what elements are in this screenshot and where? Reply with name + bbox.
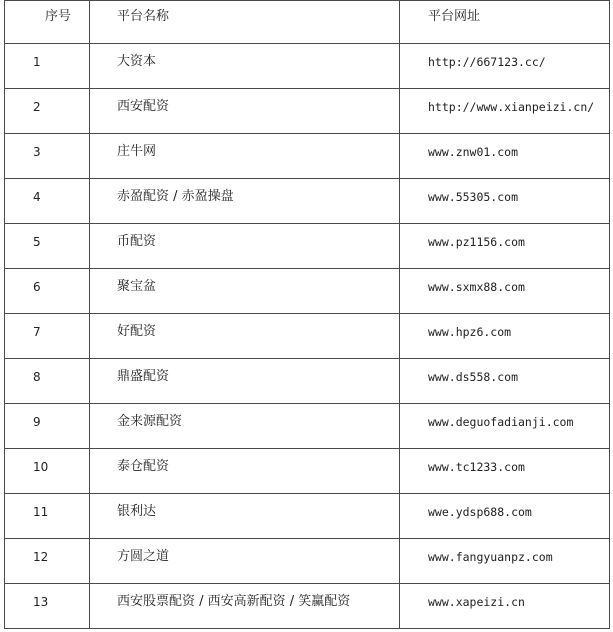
- table-row: [5, 44, 610, 89]
- row-num: 4: [5, 179, 90, 224]
- table-row: [5, 314, 610, 359]
- row-name: 西安股票配资 / 西安高新配资 / 笑赢配资: [90, 584, 400, 629]
- row-num: 7: [5, 314, 90, 359]
- row-url: http://www.xianpeizi.cn/: [400, 89, 610, 134]
- row-num: 12: [5, 539, 90, 584]
- row-num: 2: [5, 89, 90, 134]
- row-url: www.hpz6.com: [400, 314, 610, 359]
- row-url: http://667123.cc/: [400, 44, 610, 89]
- row-url: www.fangyuanpz.com: [400, 539, 610, 584]
- table-row: [5, 584, 610, 629]
- row-name: 西安配资: [90, 89, 400, 134]
- row-name: 泰仓配资: [90, 449, 400, 494]
- row-name: 币配资: [90, 224, 400, 269]
- row-name: 方圆之道: [90, 539, 400, 584]
- table-header-row: [5, 1, 610, 44]
- row-name: 金来源配资: [90, 404, 400, 449]
- platform-table: [4, 0, 610, 629]
- row-url: www.55305.com: [400, 179, 610, 224]
- row-url: www.sxmx88.com: [400, 269, 610, 314]
- row-url: www.pz1156.com: [400, 224, 610, 269]
- row-url: www.deguofadianji.com: [400, 404, 610, 449]
- row-num: 1: [5, 44, 90, 89]
- table-row: [5, 89, 610, 134]
- row-name: 鼎盛配资: [90, 359, 400, 404]
- table-row: [5, 179, 610, 224]
- row-name: 银利达: [90, 494, 400, 539]
- row-num: 11: [5, 494, 90, 539]
- row-num: 10: [5, 449, 90, 494]
- row-name: 庄牛网: [90, 134, 400, 179]
- row-url: www.tc1233.com: [400, 449, 610, 494]
- row-url: www.ds558.com: [400, 359, 610, 404]
- row-num: 5: [5, 224, 90, 269]
- row-num: 9: [5, 404, 90, 449]
- row-num: 13: [5, 584, 90, 629]
- table-row: [5, 359, 610, 404]
- row-name: 好配资: [90, 314, 400, 359]
- table-row: [5, 224, 610, 269]
- row-url: www.xapeizi.cn: [400, 584, 610, 629]
- header-url: 平台网址: [400, 1, 610, 44]
- row-name: 赤盈配资 / 赤盈操盘: [90, 179, 400, 224]
- row-url: wwe.ydsp688.com: [400, 494, 610, 539]
- row-num: 3: [5, 134, 90, 179]
- row-num: 6: [5, 269, 90, 314]
- table-row: [5, 269, 610, 314]
- table-row: [5, 449, 610, 494]
- row-name: 聚宝盆: [90, 269, 400, 314]
- table-row: [5, 404, 610, 449]
- row-url: www.znw01.com: [400, 134, 610, 179]
- table-row: [5, 494, 610, 539]
- header-num: 序号: [5, 1, 90, 44]
- table-row: [5, 539, 610, 584]
- table-row: [5, 134, 610, 179]
- row-name: 大资本: [90, 44, 400, 89]
- header-name: 平台名称: [90, 1, 400, 44]
- row-num: 8: [5, 359, 90, 404]
